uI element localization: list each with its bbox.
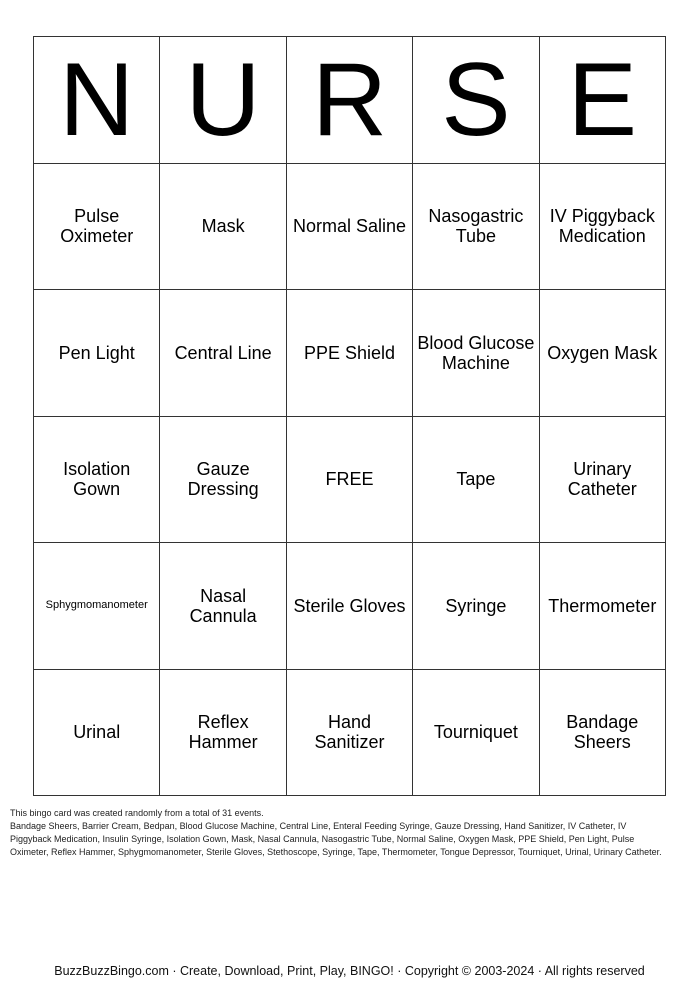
bingo-cell: Bandage Sheers bbox=[540, 670, 666, 797]
card-info bbox=[10, 807, 670, 859]
bingo-cell: PPE Shield bbox=[287, 290, 413, 417]
footer-credits: BuzzBuzzBingo.com · Create, Download, Print, Play, BINGO! · Copyright © 2003-2024 · All rights reserved bbox=[54, 964, 645, 978]
bingo-cell: Sterile Gloves bbox=[287, 543, 413, 670]
bingo-cell: Nasal Cannula bbox=[160, 543, 286, 670]
bingo-cell: Syringe bbox=[413, 543, 539, 670]
bingo-cell: Blood Glucose Machine bbox=[413, 290, 539, 417]
bingo-cell: Central Line bbox=[160, 290, 286, 417]
bingo-cell: Nasogastric Tube bbox=[413, 164, 539, 291]
bingo-cell: Tourniquet bbox=[413, 670, 539, 797]
bingo-cell: Reflex Hammer bbox=[160, 670, 286, 797]
bingo-cell: Mask bbox=[160, 164, 286, 291]
header-letter-s: S bbox=[413, 37, 539, 164]
bingo-cell: Thermometer bbox=[540, 543, 666, 670]
header-letter-e: E bbox=[540, 37, 666, 164]
header-letter-r: R bbox=[287, 37, 413, 164]
header-letter-n: N bbox=[34, 37, 160, 164]
bingo-cell: Normal Saline bbox=[287, 164, 413, 291]
bingo-cell: Urinal bbox=[34, 670, 160, 797]
bingo-cell: Pen Light bbox=[34, 290, 160, 417]
bingo-cell: IV Piggyback Medication bbox=[540, 164, 666, 291]
bingo-cell: Tape bbox=[413, 417, 539, 544]
bingo-cell: Pulse Oximeter bbox=[34, 164, 160, 291]
bingo-cell: Isolation Gown bbox=[34, 417, 160, 544]
bingo-cell: Oxygen Mask bbox=[540, 290, 666, 417]
free-space-cell: FREE bbox=[287, 417, 413, 544]
bingo-cell: Sphygmomanometer bbox=[34, 543, 160, 670]
info-summary: This bingo card was created randomly from a total of 31 events. bbox=[10, 808, 264, 818]
info-events-list: Bandage Sheers, Barrier Cream, Bedpan, Blood Glucose Machine, Central Line, Enteral Feeding Syringe, Gauze Dressing, Hand Sanitizer, IV Catheter, IV Piggyback Medication, Insulin Syringe, Isolation Gown, Mask, Nasal Cannula, Nasogastric Tube, Normal Saline, Oxygen Mask, PPE Shield, Pen Light, Pulse Oximeter, Reflex Hammer, Sphygmomanometer, Sterile Gloves, Stethoscope, Syringe, Tape, Thermometer, Tongue Depressor, Tourniquet, Urinal, Urinary Catheter. bbox=[10, 821, 662, 857]
bingo-cell: Urinary Catheter bbox=[540, 417, 666, 544]
header-letter-u: U bbox=[160, 37, 286, 164]
bingo-card bbox=[33, 36, 666, 796]
bingo-cell: Hand Sanitizer bbox=[287, 670, 413, 797]
bingo-cell: Gauze Dressing bbox=[160, 417, 286, 544]
